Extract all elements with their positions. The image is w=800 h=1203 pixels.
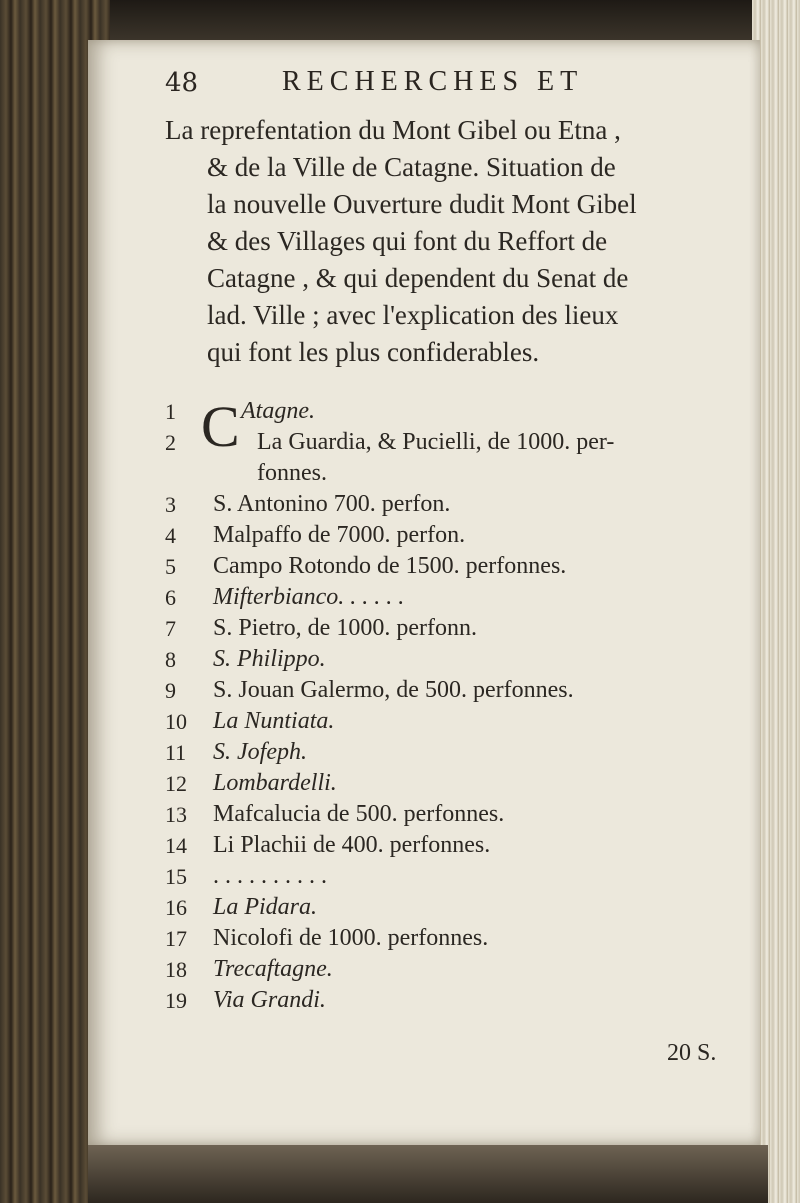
list-item — [165, 861, 745, 892]
item-text: La Nuntiata. — [213, 708, 335, 734]
title-line: qui font les plus confiderables. — [207, 337, 540, 367]
list-item — [165, 985, 745, 1016]
item-text: S. Jofeph. — [213, 739, 307, 765]
item-text: La Guardia, & Pucielli, de 1000. per- — [257, 429, 615, 455]
item-text: S. Pietro, de 1000. perfonn. — [213, 615, 477, 641]
item-number: 12 — [165, 771, 187, 796]
item-number: 15 — [165, 864, 187, 889]
item-text: Via Grandi. — [213, 987, 326, 1013]
list-item — [165, 675, 745, 706]
title-line: & des Villages qui font du Reffort de — [207, 226, 608, 256]
item-text: La Pidara. — [213, 894, 318, 920]
page-header — [165, 66, 725, 106]
item-number: 14 — [165, 833, 187, 858]
item-text: Trecaftagne. — [213, 956, 333, 982]
list-item — [165, 644, 745, 675]
item-number: 18 — [165, 957, 187, 982]
title-line: lad. Ville ; avec l'explication des lieux — [207, 300, 619, 330]
item-number: 6 — [165, 585, 176, 610]
item-text: S. Antonino 700. perfon. — [213, 491, 451, 517]
item-number: 2 — [165, 430, 176, 455]
item-text: S. Philippo. — [213, 646, 326, 672]
item-text: fonnes. — [257, 460, 327, 486]
list-item — [165, 799, 745, 830]
list-item — [165, 551, 745, 582]
item-number: 19 — [165, 988, 187, 1013]
list-item — [165, 954, 745, 985]
list-item — [165, 768, 745, 799]
list-item — [165, 830, 745, 861]
title-line: Catagne , & qui dependent du Senat de — [207, 263, 629, 293]
list-item — [165, 489, 745, 520]
item-number: 8 — [165, 647, 176, 672]
list-item — [165, 923, 745, 954]
item-number: 4 — [165, 523, 176, 548]
title-line: La reprefentation du Mont Gibel ou Etna , — [165, 115, 621, 145]
item-number: 1 — [165, 399, 176, 424]
item-number: 17 — [165, 926, 187, 951]
drop-cap: C — [201, 394, 240, 459]
item-number: 10 — [165, 709, 187, 734]
item-number: 3 — [165, 492, 176, 517]
item-number: 16 — [165, 895, 187, 920]
page-number: 48 — [165, 68, 199, 98]
list-item — [165, 520, 745, 551]
item-text: . . . . . . . . . . — [213, 863, 327, 889]
page-bottom-shadow — [88, 1145, 768, 1203]
list-item — [165, 737, 745, 768]
list-item-continuation — [165, 458, 745, 489]
item-text: Lombardelli. — [213, 770, 337, 796]
item-text: Mafcalucia de 500. perfonnes. — [213, 801, 505, 827]
item-text: Malpaffo de 7000. perfon. — [213, 522, 466, 548]
list-item — [165, 582, 745, 613]
item-text: Li Plachii de 400. perfonnes. — [213, 832, 491, 858]
item-text: Atagne. — [241, 398, 315, 424]
item-number: 5 — [165, 554, 176, 579]
catchword: 20 S. — [667, 1040, 717, 1066]
list-item — [165, 706, 745, 737]
section-title — [165, 112, 745, 371]
title-line: la nouvelle Ouverture dudit Mont Gibel — [207, 189, 637, 219]
page-top-shadow — [0, 0, 800, 40]
item-text: Nicolofi de 1000. perfonnes. — [213, 925, 489, 951]
item-number: 9 — [165, 678, 176, 703]
list-item — [165, 427, 745, 458]
title-line: & de la Ville de Catagne. Situation de — [207, 152, 616, 182]
item-text: Mifterbianco. . . . . . — [213, 584, 405, 610]
running-head: RECHERCHES ET — [282, 66, 584, 97]
item-number: 13 — [165, 802, 187, 827]
list-item — [165, 613, 745, 644]
item-number: 11 — [165, 740, 187, 765]
item-text: Campo Rotondo de 1500. perfonnes. — [213, 553, 567, 579]
list-item — [165, 892, 745, 923]
item-text: S. Jouan Galermo, de 500. perfonnes. — [213, 677, 574, 703]
village-list — [165, 396, 745, 1016]
item-number: 7 — [165, 616, 176, 641]
